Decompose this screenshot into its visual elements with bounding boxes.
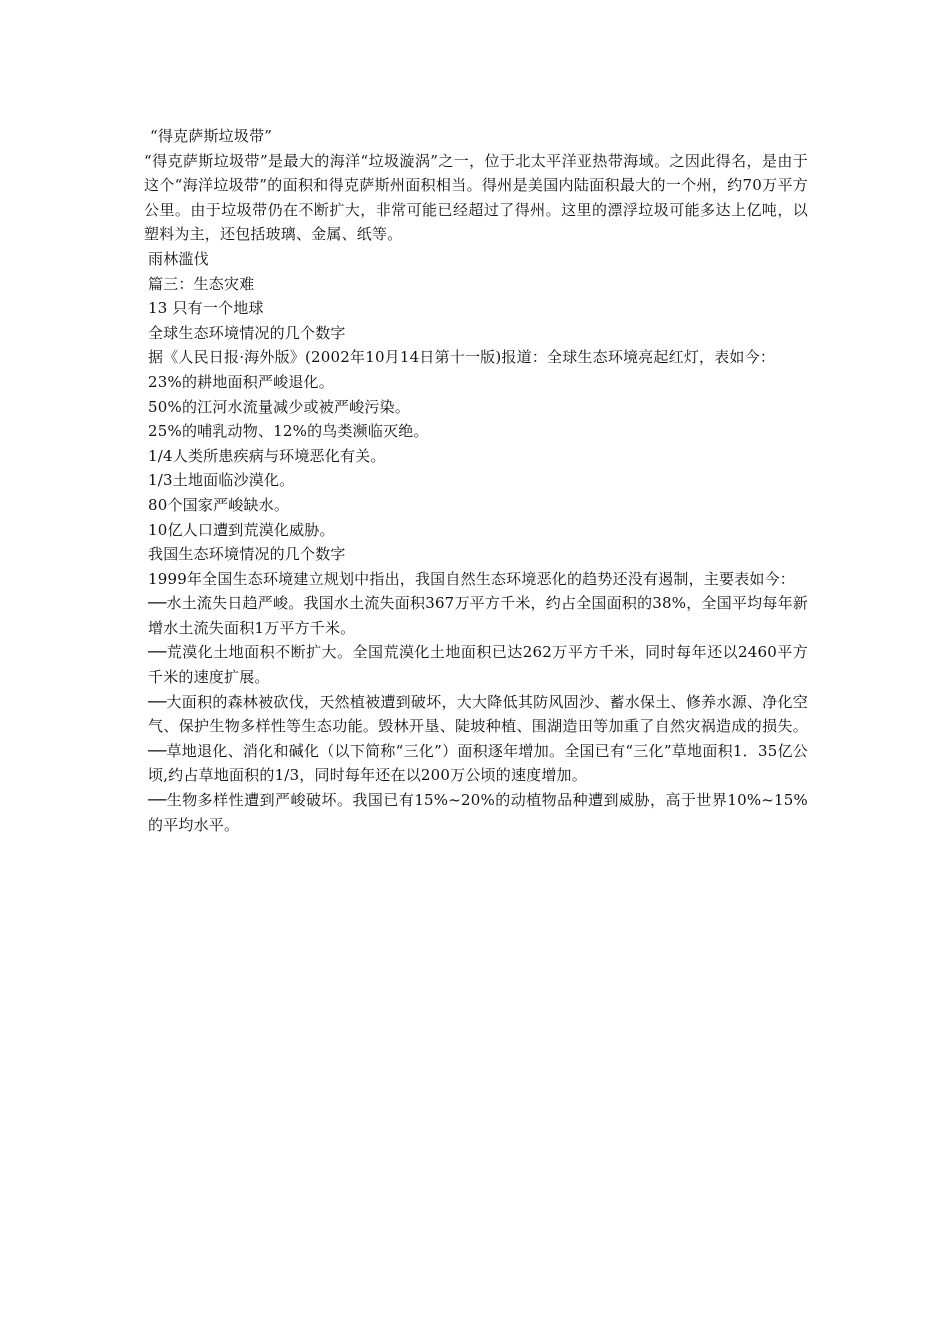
document-body: [144, 124, 808, 837]
paragraph-rainforest: 雨林滥伐: [148, 249, 209, 268]
list-item-diseases: 1/4人类所患疾病与环境恶化有关。: [148, 446, 386, 465]
paragraph-texas-garbage-patch: “得克萨斯垃圾带”是最大的海洋“垃圾漩涡”之一，位于北太平洋亚热带海域。之因此得名，是由于这个“海洋垃圾带”的面积和得克萨斯州面积相当。得州是美国内陆面积最大的一个州，约70万平方公里。由于垃圾带仍在不断扩大，非常可能已经超过了得州。这里的漂浮垃圾可能多达上亿吨，以塑料为主，还包括玻璃、金属、纸等。: [144, 151, 808, 244]
paragraph-global-stats-heading: 全球生态环境情况的几个数字: [148, 323, 346, 342]
paragraph-1999-plan: 1999年全国生态环境建立规划中指出，我国自然生态环境恶化的趋势还没有遏制，主要表如今：: [148, 569, 795, 588]
list-item-rivers: 50%的江河水流量减少或被严峻污染。: [148, 397, 410, 416]
paragraph-desert-expansion: ──荒漠化土地面积不断扩大。全国荒漠化土地面积已达262万平方千米，同时每年还以2460平方千米的速度扩展。: [148, 643, 808, 687]
list-item-farmland: 23%的耕地面积严峻退化。: [148, 372, 334, 391]
paragraph-one-earth: 13 只有一个地球: [148, 299, 264, 318]
list-item-desertification: 1/3土地面临沙漠化。: [148, 471, 295, 490]
paragraph-china-stats-heading: 我国生态环境情况的几个数字: [148, 545, 346, 564]
paragraph-part-three: 篇三：生态灾难: [148, 274, 255, 293]
paragraph-soil-erosion: ──水土流失日趋严峻。我国水土流失面积367万平方千米，约占全国面积的38%，全国平均每年新增水土流失面积1万平方千米。: [148, 594, 808, 637]
list-item-water-shortage: 80个国家严峻缺水。: [148, 495, 290, 514]
list-item-species: 25%的哺乳动物、12%的鸟类濒临灭绝。: [148, 422, 429, 441]
paragraph-deforestation: ──大面积的森林被砍伐，天然植被遭到破坏，大大降低其防风固沙、蓄水保土、修养水源、净化空气、保护生物多样性等生态功能。毁林开垦、陡坡种植、围湖造田等加重了自然灾祸造成的损失。 ──草地退化、消化和碱化（以下简称“三化”）面积逐年增加。全国已有“三化”草地面积1．35亿公顷,约占草地面积的1/3，同时每年还在以200万公顷的速度增加。: [148, 692, 808, 785]
section-heading: “得克萨斯垃圾带”: [150, 127, 273, 145]
list-item-population: 10亿人口遭到荒漠化威胁。: [148, 520, 335, 539]
paragraph-peoples-daily: 据《人民日报·海外版》(2002年10月14日第十一版)报道：全球生态环境亮起红灯，表如今：: [148, 348, 776, 367]
paragraph-biodiversity: ──生物多样性遭到严峻破坏。我国已有15%~20%的动植物品种遭到威胁，高于世界10%~15%的平均水平。: [148, 791, 808, 834]
